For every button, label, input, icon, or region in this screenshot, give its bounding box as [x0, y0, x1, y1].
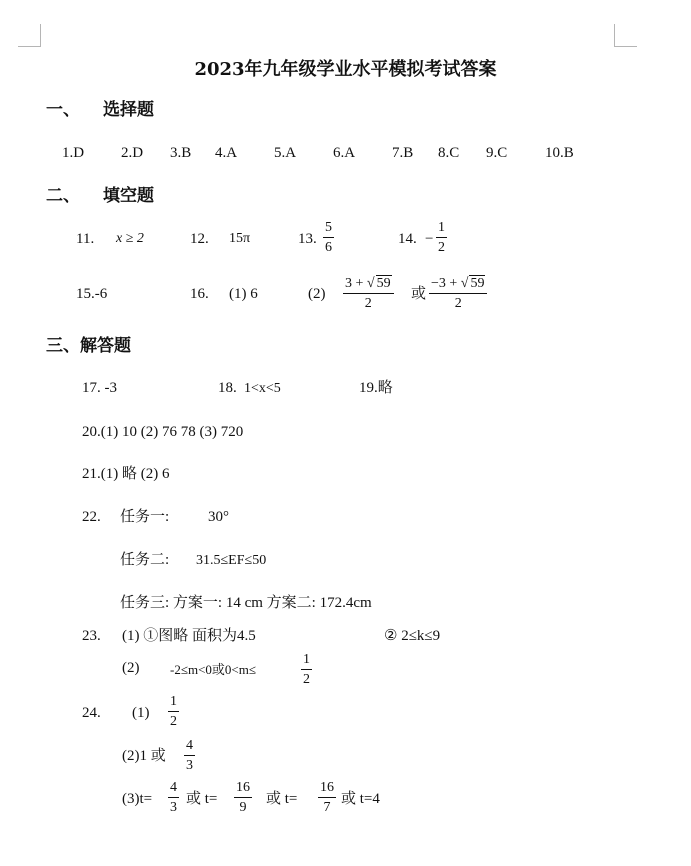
q19-answer: 19.略: [359, 380, 393, 396]
sqrt-sign-icon: √: [366, 276, 375, 291]
q12-answer: 15π: [229, 231, 251, 246]
q24-part2-fraction: [184, 739, 195, 773]
q16-fraction-2-denominator: 2: [454, 296, 462, 312]
q24-part3-label: (3)t=: [122, 791, 153, 807]
choice-answer-7: 7.B: [392, 145, 414, 161]
sqrt-sign-icon: √: [460, 276, 469, 291]
q23-part2-answer: -2≤m<0或0<m≤: [170, 662, 256, 677]
choice-answer-3: 3.B: [170, 145, 192, 161]
q22-task2-answer: 31.5≤EF≤50: [196, 553, 267, 568]
choice-answer-5: 5.A: [274, 145, 297, 161]
q13-denominator: 6: [325, 240, 332, 255]
choice-answer-10: 10.B: [545, 145, 574, 161]
q24-part1-fraction: [168, 695, 179, 729]
q24-part3-tail: 或 t=4: [341, 791, 380, 807]
choice-answer-8: 8.C: [438, 145, 460, 161]
q16-number: 16.: [190, 286, 209, 302]
q11-answer: x ≥ 2: [116, 231, 144, 246]
q24-part2-numerator: 4: [184, 739, 195, 756]
q24-part1-denominator: 2: [170, 714, 177, 729]
q14-fraction: [436, 221, 447, 255]
q24-part3-f3-denominator: 7: [323, 800, 331, 815]
q24-part3-f2-numerator: 16: [234, 781, 252, 798]
q16-fraction-1-denominator: 2: [364, 296, 372, 312]
q14-number: 14.: [398, 231, 417, 247]
choice-answer-4: 4.A: [215, 145, 238, 161]
q18-answer: 1<x<5: [244, 381, 281, 396]
page-corner-mark-left: [18, 24, 41, 47]
choice-answer-1: 1.D: [62, 145, 85, 161]
q24-number: 24.: [82, 705, 101, 721]
q24-part3-f3-numerator: 16: [318, 781, 336, 798]
q13-numerator: 5: [323, 221, 334, 238]
q16-part2-label: (2): [308, 286, 326, 302]
q24-part3-fraction-3: [318, 781, 336, 815]
q14-sign: −: [425, 231, 434, 247]
q24-part3-fraction-2: [234, 781, 252, 815]
choice-answer-2: 2.D: [121, 145, 144, 161]
q24-part3-f2-denominator: 9: [239, 800, 247, 815]
section-3-title: 三、解答题: [46, 336, 131, 356]
section-2-title: 填空题: [103, 186, 154, 206]
q11-number: 11.: [76, 231, 95, 247]
q23-part2-fraction: [301, 653, 312, 687]
page-title: 2023年九年级学业水平模拟考试答案: [194, 59, 497, 80]
q24-part3-f1-denominator: 3: [170, 800, 177, 815]
q16-fraction-2-numerator: −3 + √ 59: [429, 275, 487, 294]
q22-number: 22.: [82, 509, 101, 525]
q12-number: 12.: [190, 231, 209, 247]
q23-part1: (1) ①图略 面积为4.5: [122, 628, 256, 644]
q24-part3-or-1: 或 t=: [186, 791, 218, 807]
q14-denominator: 2: [438, 240, 445, 255]
q18-number: 18.: [218, 380, 237, 396]
q24-part1-numerator: 1: [168, 695, 179, 712]
q24-part3-fraction-1: [168, 781, 179, 815]
q15-answer: 15.-6: [76, 286, 108, 302]
q22-task1-label: 任务一:: [120, 509, 170, 525]
q21-answer: 21.(1) 略 (2) 6: [82, 466, 170, 482]
q24-part2-denominator: 3: [186, 758, 193, 773]
q13-fraction: [323, 221, 334, 255]
q22-task3: 任务三: 方案一: 14 cm 方案二: 172.4cm: [120, 595, 372, 611]
q22-task1-answer: 30°: [208, 509, 229, 525]
section-1-title: 选择题: [103, 100, 154, 120]
q22-task2-label: 任务二:: [120, 552, 170, 568]
section-2-number: 二、: [46, 186, 80, 206]
q13-number: 13.: [298, 231, 317, 247]
q24-part3-f1-numerator: 4: [168, 781, 179, 798]
page-corner-mark-right: [614, 24, 637, 47]
q14-numerator: 1: [436, 221, 447, 238]
q23-number: 23.: [82, 628, 101, 644]
q17-answer: 17. -3: [82, 380, 117, 396]
q23-part1b: ② 2≤k≤9: [384, 628, 441, 644]
q16-fraction-2: [429, 275, 487, 311]
q23-part2-denominator: 2: [303, 672, 310, 687]
q16-part1: (1) 6: [229, 286, 258, 302]
q16-or: 或: [411, 286, 427, 302]
q24-part1-label: (1): [132, 705, 150, 721]
q24-part3-or-2: 或 t=: [266, 791, 298, 807]
section-1-number: 一、: [46, 100, 80, 120]
q20-answer: 20.(1) 10 (2) 76 78 (3) 720: [82, 424, 244, 440]
q23-part2-numerator: 1: [301, 653, 312, 670]
q16-fraction-1-numerator: 3 + √ 59: [343, 275, 394, 294]
q24-part2-label: (2)1 或: [122, 748, 166, 764]
choice-answer-6: 6.A: [333, 145, 356, 161]
q23-part2-label: (2): [122, 660, 140, 676]
q16-fraction-1: [343, 275, 394, 311]
choice-answer-9: 9.C: [486, 145, 508, 161]
